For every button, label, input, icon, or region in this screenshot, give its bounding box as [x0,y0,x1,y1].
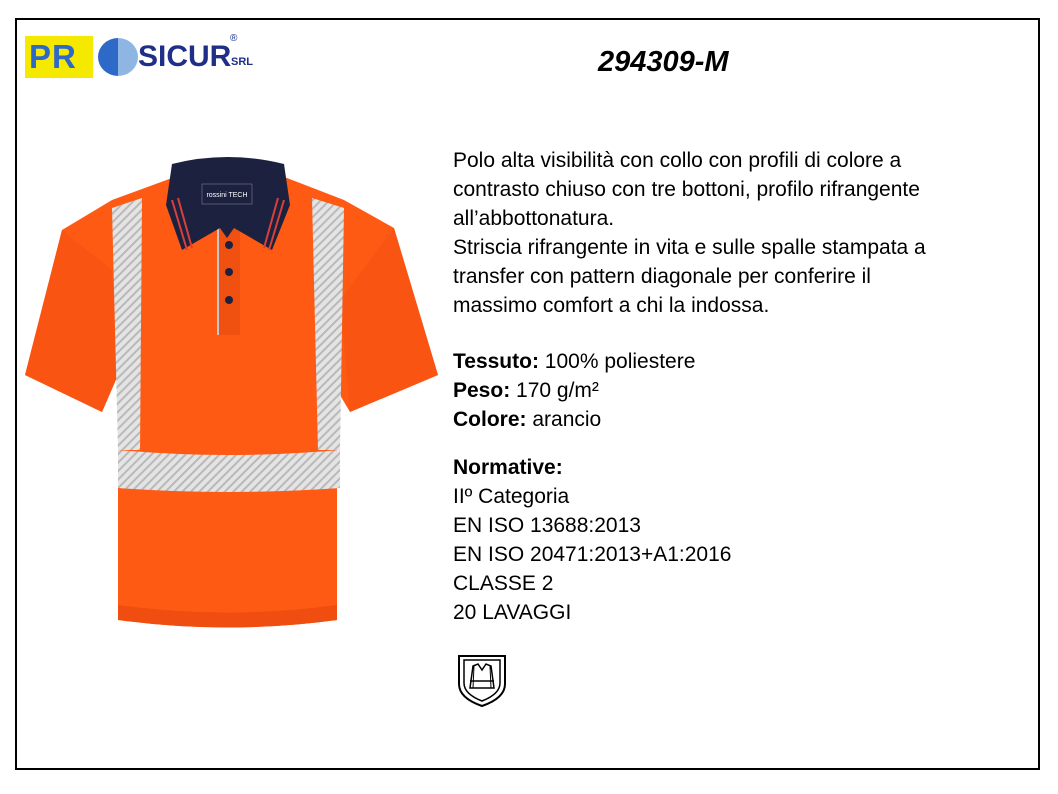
spec-color [453,405,695,434]
logo-text-sicur: SICUR [138,40,232,73]
spec-color-label: Colore: [453,408,527,431]
hi-vis-vest-shield-icon [456,654,508,708]
product-norms [453,453,731,627]
norm-item: IIº Categoria [453,485,570,508]
description-line: transfer con pattern diagonale per conferire il [453,265,871,288]
logo-text-pr: PR [29,38,77,75]
norm-item: EN ISO 13688:2013 [453,514,641,537]
product-description [453,146,1023,320]
description-line: Polo alta visibilità con collo con profili di colore a [453,149,902,172]
hi-vis-polo-image [22,150,442,640]
spec-fabric [453,347,695,376]
product-code: 294309-M [598,46,729,78]
norm-item: CLASSE 2 [453,572,554,595]
norm-item: EN ISO 20471:2013+A1:2016 [453,543,732,566]
description-line: Striscia rifrangente in vita e sulle spalle stampata a [453,236,926,259]
description-line: massimo comfort a chi la indossa. [453,294,770,317]
spec-fabric-value: 100% poliestere [544,350,696,373]
norms-heading: Normative: [453,456,563,479]
spec-color-value: arancio [532,408,602,431]
product-specs [453,347,695,434]
description-line: all’abbottonatura. [453,207,615,230]
logo-registered-mark: ® [230,33,238,44]
logo-circle-icon [98,38,138,76]
norm-item: 20 LAVAGGI [453,601,572,624]
spec-weight-label: Peso: [453,379,511,402]
prosicur-logo [25,33,253,80]
logo-text-srl: SRL [231,56,253,68]
spec-weight-value: 170 g/m² [516,379,599,402]
spec-fabric-label: Tessuto: [453,350,539,373]
garment-label: rossini TECH [206,192,248,199]
description-line: contrasto chiuso con tre bottoni, profilo rifrangente [453,178,920,201]
spec-weight [453,376,695,405]
